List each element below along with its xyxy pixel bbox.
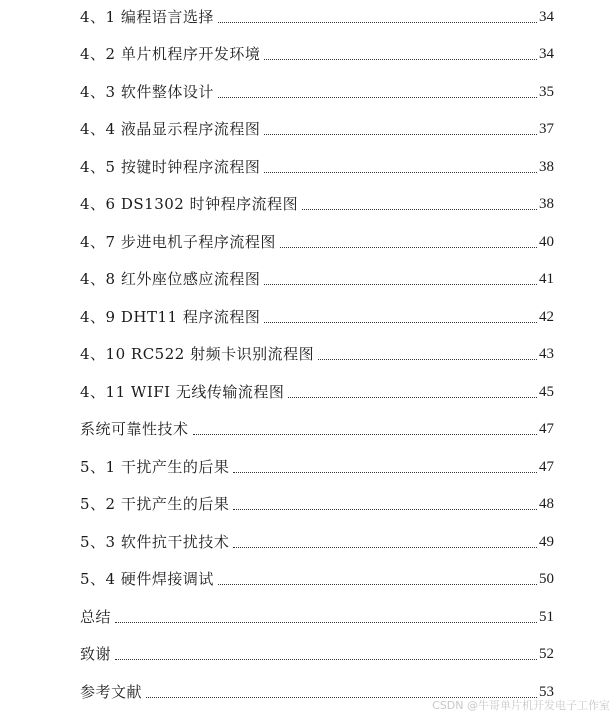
dot-leader xyxy=(218,21,537,23)
toc-entry xyxy=(80,303,554,327)
toc-page-number: 52 xyxy=(539,646,554,662)
toc-entry-title: 4、7 步进电机子程序流程图 xyxy=(80,233,276,251)
toc-entry xyxy=(80,528,554,552)
toc-entry-title: 4、2 单片机程序开发环境 xyxy=(80,45,261,63)
dot-leader xyxy=(193,433,537,435)
toc-entry-title: 4、3 软件整体设计 xyxy=(80,83,214,101)
dot-leader xyxy=(233,546,537,548)
dot-leader xyxy=(233,471,537,473)
watermark: CSDN @牛哥单片机开发电子工作室 xyxy=(432,699,610,712)
toc-page-number: 41 xyxy=(539,271,554,287)
toc-entry xyxy=(80,378,554,402)
toc-entry xyxy=(80,153,554,177)
toc-page-number: 49 xyxy=(539,534,554,550)
toc-page-number: 47 xyxy=(539,421,554,437)
toc-entry-title: 5、1 干扰产生的后果 xyxy=(80,458,230,476)
toc-page-number: 48 xyxy=(539,496,554,512)
dot-leader xyxy=(264,133,537,135)
toc-entry-title: 4、5 按键时钟程序流程图 xyxy=(80,158,261,176)
toc-page-number: 47 xyxy=(539,459,554,475)
toc-page-number: 53 xyxy=(539,684,554,700)
toc-page-number: 34 xyxy=(539,9,554,25)
dot-leader xyxy=(264,321,537,323)
toc-page-number: 50 xyxy=(539,571,554,587)
dot-leader xyxy=(218,96,537,98)
dot-leader xyxy=(233,508,537,510)
dot-leader xyxy=(115,658,537,660)
toc-entry-title: 5、3 软件抗干扰技术 xyxy=(80,533,230,551)
toc-entry-title: 参考文献 xyxy=(80,683,143,701)
toc-entry xyxy=(80,640,554,664)
toc-entry-title: 4、11 WIFI 无线传输流程图 xyxy=(80,383,285,401)
toc-page-number: 34 xyxy=(539,46,554,62)
toc-entry xyxy=(80,415,554,439)
toc-entry xyxy=(80,603,554,627)
dot-leader xyxy=(218,583,537,585)
toc-page-number: 43 xyxy=(539,346,554,362)
toc-page-number: 37 xyxy=(539,121,554,137)
toc-entry-title: 致谢 xyxy=(80,645,112,663)
toc-entry xyxy=(80,190,554,214)
dot-leader xyxy=(115,621,537,623)
dot-leader xyxy=(288,396,537,398)
toc-page-number: 40 xyxy=(539,234,554,250)
toc-entry xyxy=(80,453,554,477)
toc-entry-title: 5、2 干扰产生的后果 xyxy=(80,495,230,513)
toc-entry-title: 5、4 硬件焊接调试 xyxy=(80,570,214,588)
toc-page-number: 42 xyxy=(539,309,554,325)
toc-entry-title: 总结 xyxy=(80,608,112,626)
dot-leader xyxy=(280,246,537,248)
dot-leader xyxy=(264,58,537,60)
toc-entry xyxy=(80,490,554,514)
toc-entry-title: 4、1 编程语言选择 xyxy=(80,8,214,26)
toc-entry xyxy=(80,115,554,139)
toc-entry-title: 系统可靠性技术 xyxy=(80,420,189,438)
toc-page-number: 38 xyxy=(539,159,554,175)
toc-entry xyxy=(80,3,554,27)
toc-entry xyxy=(80,78,554,102)
toc-page-number: 45 xyxy=(539,384,554,400)
toc-entry xyxy=(80,565,554,589)
toc-entry xyxy=(80,40,554,64)
toc-page-number: 38 xyxy=(539,196,554,212)
toc-entry-title: 4、10 RC522 射频卡识别流程图 xyxy=(80,345,315,363)
toc-entry xyxy=(80,265,554,289)
toc-entry xyxy=(80,340,554,364)
toc-page-number: 35 xyxy=(539,84,554,100)
dot-leader xyxy=(264,283,537,285)
toc-entry-title: 4、4 液晶显示程序流程图 xyxy=(80,120,261,138)
toc-entry-title: 4、6 DS1302 时钟程序流程图 xyxy=(80,195,299,213)
toc-entry xyxy=(80,228,554,252)
toc-entry-title: 4、9 DHT11 程序流程图 xyxy=(80,308,261,326)
dot-leader xyxy=(264,171,537,173)
dot-leader xyxy=(302,208,537,210)
dot-leader xyxy=(318,358,537,360)
toc-entry-title: 4、8 红外座位感应流程图 xyxy=(80,270,261,288)
toc-page-number: 51 xyxy=(539,609,554,625)
